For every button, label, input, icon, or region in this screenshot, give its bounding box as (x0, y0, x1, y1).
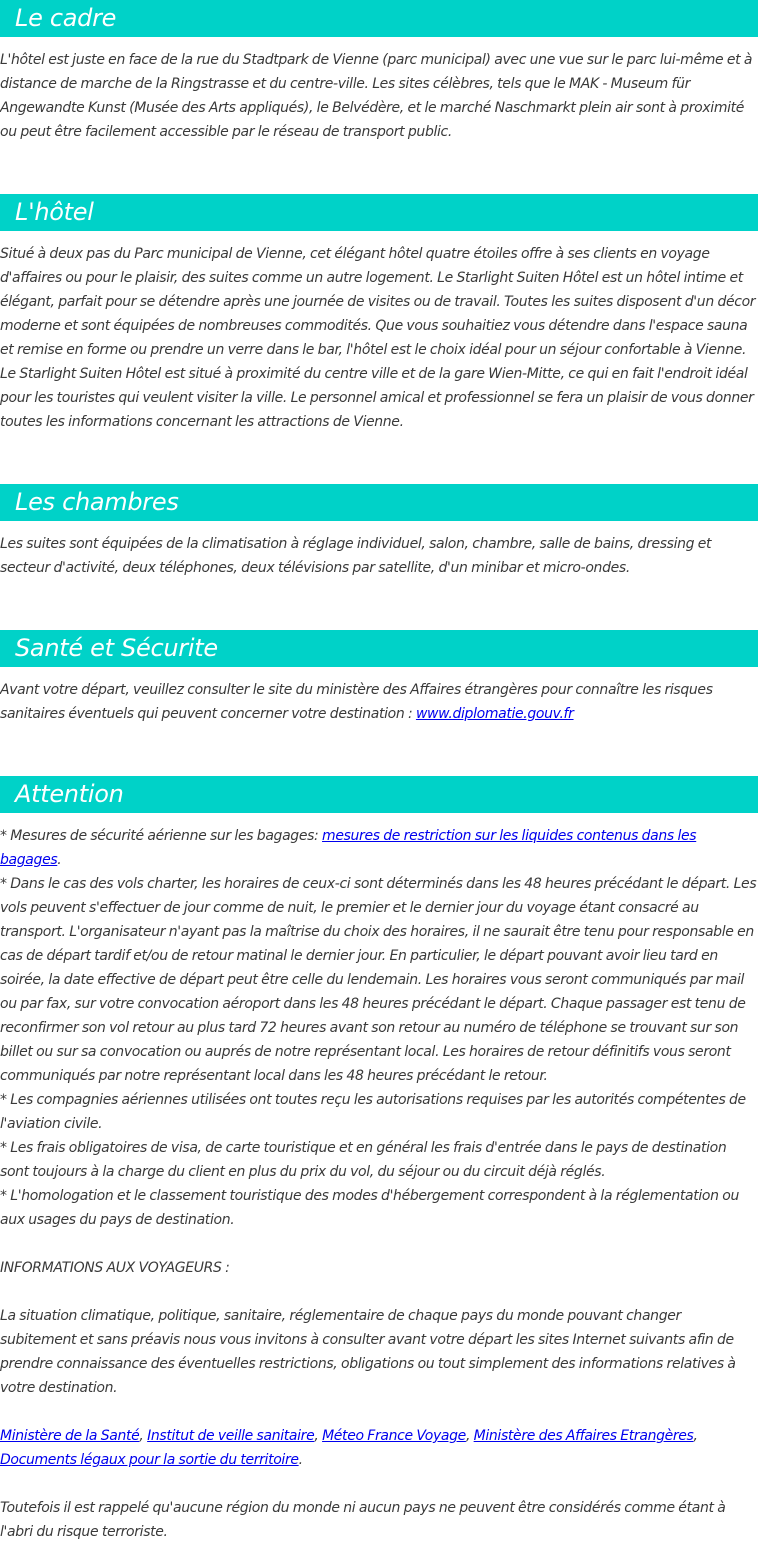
cadre-text: L'hôtel est juste en face de la rue du Stadtpark de Vienne (parc municipal) avec une vue sur le parc lui-même et à distance de marche de la Ringstrasse et du centre-ville. Les sites célèbres, tels que le MAK - Museum für Angewandte Kunst (Musée des Arts appliqués), le Belvédère, et le marché Naschmarkt plein air sont à proximité ou peut être facilement accessible par le réseau de transport public. (0, 52, 753, 140)
attention-compagnies: * Les compagnies aériennes utilisées ont toutes reçu les autorisations requises par les autorités compétentes de l'aviation civile. (0, 1092, 746, 1132)
sante-text (0, 678, 758, 726)
section-title-sante: Santé et Sécurite (0, 630, 758, 667)
attention-bagages (0, 824, 758, 872)
attention-frais: * Les frais obligatoires de visa, de carte touristique et en général les frais d'entrée dans le pays de destination sont toujours à la charge du client en plus du prix du vol, du séjour ou du circuit déjà réglés. (0, 1140, 727, 1180)
bagages-suffix: . (57, 852, 62, 868)
diplomatie-link[interactable]: www.diplomatie.gouv.fr (415, 706, 574, 722)
attention-body (0, 824, 758, 1544)
section-sante (0, 630, 758, 726)
links-end: . (298, 1452, 303, 1468)
liquides-restriction-link[interactable]: mesures de restriction sur les liquides contenus dans les bagages (0, 828, 697, 868)
section-cadre (0, 0, 758, 144)
section-title-cadre: Le cadre (0, 0, 758, 37)
chambres-text: Les suites sont équipées de la climatisation à réglage individuel, salon, chambre, salle de bains, dressing et secteur d'activité, deux téléphones, deux télévisions par satellite, d'un minibar et micro-ondes. (0, 536, 712, 576)
bagages-prefix: * Mesures de sécurité aérienne sur les bagages: (0, 828, 323, 844)
hotel-text: Situé à deux pas du Parc municipal de Vienne, cet élégant hôtel quatre étoiles offre à ses clients en voyage d'affaires ou pour le plaisir, des suites comme un autre logement. Le Starlight Suiten Hôtel est un hôtel intime et élégant, parfait pour se détendre après une journée de visites ou de travail. Toutes les suites disposent d'un décor moderne et sont équipées de nombreuses commodités. Que vous souhaitiez vous détendre dans l'espace sauna et remise en forme ou prendre un verre dans le bar, l'hôtel est le choix idéal pour un séjour confortable à Vienne. Le Starlight Suiten Hôtel est situé à proximité du centre ville et de la gare Wien-Mitte, ce qui en fait l'endroit idéal pour les touristes qui veulent visiter la ville. Le personnel amical et professionnel se fera un plaisir de vous donner toutes les informations concernant les attractions de Vienne. (0, 246, 756, 430)
section-attention (0, 776, 758, 1544)
sante-text-body: Avant votre départ, veuillez consulter le site du ministère des Affaires étrangères pour connaître les risques sanitaires éventuels qui peuvent concerner votre destination : (0, 682, 713, 722)
documents-legaux-link[interactable]: Documents légaux pour la sortie du territoire (0, 1452, 299, 1468)
section-chambres (0, 484, 758, 580)
meteo-france-link[interactable]: Méteo France Voyage (322, 1428, 466, 1444)
link-separator: , (693, 1428, 698, 1444)
attention-charter: * Dans le cas des vols charter, les horaires de ceux-ci sont déterminés dans les 48 heures précédant le départ. Les vols peuvent s'effectuer de jour comme de nuit, le premier et le dernier jour du voyage étant consacré au transport. L'organisateur n'ayant pas la maîtrise du choix des horaires, il ne saurait être tenu pour responsable en cas de départ tardif et/ou de retour matinal le dernier jour. En particulier, le départ pouvant avoir lieu tard en soirée, la date effective de départ peut être celle du lendemain. Les horaires vous seront communiqués par mail ou par fax, sur votre convocation aéroport dans les 48 heures précédant le départ. Chaque passager est tenu de reconfirmer son vol retour au plus tard 72 heures avant son retour au numéro de téléphone se trouvant sur son billet ou sur sa convocation ou auprés de notre représentant local. Les horaires de retour définitifs vous seront communiqués par notre représentant local dans les 48 heures précédant le retour. (0, 876, 757, 1084)
section-title-chambres: Les chambres (0, 484, 758, 521)
link-separator: , (139, 1428, 148, 1444)
ministere-sante-link[interactable]: Ministère de la Santé (0, 1428, 140, 1444)
affaires-etrangeres-link[interactable]: Ministère des Affaires Etrangères (473, 1428, 694, 1444)
attention-homologation: * L'homologation et le classement touristique des modes d'hébergement correspondent à la réglementation ou aux usages du pays de destination. (0, 1188, 739, 1228)
info-links (0, 1424, 758, 1472)
section-title-hotel: L'hôtel (0, 194, 758, 231)
section-hotel (0, 194, 758, 434)
terror-warning: Toutefois il est rappelé qu'aucune région du monde ni aucun pays ne peuvent être considérés comme étant à l'abri du risque terroriste. (0, 1500, 726, 1540)
info-text: La situation climatique, politique, sanitaire, réglementaire de chaque pays du monde pouvant changer subitement et sans préavis nous vous invitons à consulter avant votre départ les sites Internet suivants afin de prendre connaissance des éventuelles restrictions, obligations ou tout simplement des informations relatives à votre destination. (0, 1308, 736, 1396)
link-separator: , (465, 1428, 474, 1444)
link-separator: , (314, 1428, 323, 1444)
info-heading: INFORMATIONS AUX VOYAGEURS : (0, 1260, 230, 1276)
section-title-attention: Attention (0, 776, 758, 813)
veille-sanitaire-link[interactable]: Institut de veille sanitaire (147, 1428, 315, 1444)
